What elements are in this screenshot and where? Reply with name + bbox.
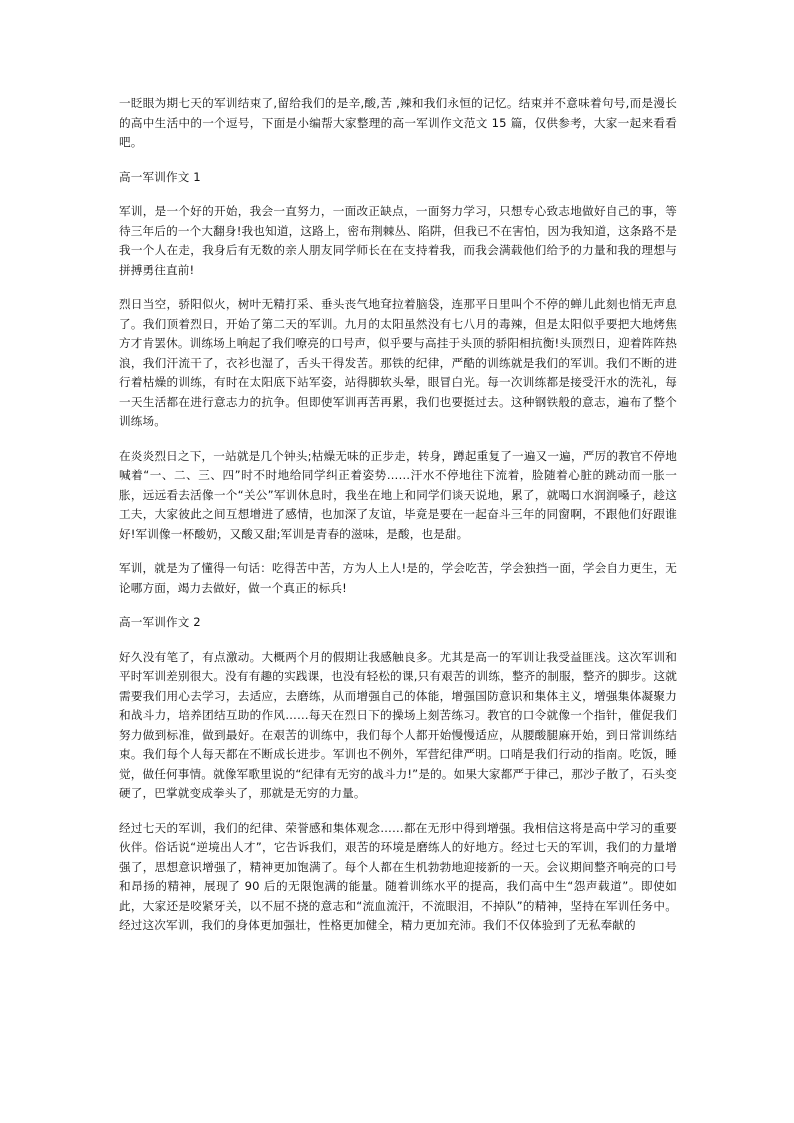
essay-2-title: 高一军训作文 2 xyxy=(119,615,201,629)
essay-2-paragraph-1: 好久没有笔了，有点激动。大概两个月的假期让我感触良多。尤其是高一的军训让我受益匪浅。这次军训和平时军训差别很大。没有有趣的实践课，也没有轻松的课,只有艰苦的训练，整齐的制服，整齐的脚步。这就需要我们用心去学习，去适应，去磨练，从而增强自己的体能，增强国防意识和集体主义，增强集体凝聚力和战斗力，培养团结互助的作风……每天在烈日下的操场上刻苦练习。教官的口令就像一个指针，催促我们努力做到标准，做到最好。在艰苦的训练中，我们每个人都开始慢慢适应，从腰酸腿麻开始，到日常训练结束。我们每个人每天都在不断成长进步。军训也不例外，军营纪律严明。口哨是我们行动的指南。吃饭，睡觉，做任何事情。就像军歌里说的“纪律有无穷的战斗力!”是的。如果大家都严于律己，那沙子散了，石头变硬了，巴掌就变成拳头了，那就是无穷的力量。 xyxy=(119,649,677,800)
intro-paragraph: 一眨眼为期七天的军训结束了,留给我们的是辛,酸,苦 ,辣和我们永恒的记忆。结束并不意味着句号,而是漫长的高中生活中的一个逗号，下面是小编帮大家整理的高一军训作文范文 15 篇，仅供参考，大家一起来看看吧。 xyxy=(119,96,677,149)
essay-1-paragraph-3: 在炎炎烈日之下，一站就是几个钟头;枯燥无味的正步走，转身，蹲起重复了一遍又一遍，严厉的教官不停地喊着“一、二、三、四”时不时地给同学纠正着姿势……汗水不停地往下流着，脸随着心脏的跳动而一胀一胀，远远看去活像一个“关公”军训休息时，我坐在地上和同学们谈天说地，累了，就喝口水润润嗓子，趁这工夫，大家彼此之间互想增进了感情，也加深了友谊，毕竟是要在一起奋斗三年的同窗啊，不跟他们好跟谁好!军训像一杯酸奶，又酸又甜;军训是青春的滋味，是酸，也是甜。 xyxy=(119,448,677,541)
essay-1-title: 高一军训作文 1 xyxy=(119,169,201,184)
essay-2-paragraph-2: 经过七天的军训，我们的纪律、荣誉感和集体观念……都在无形中得到增强。我相信这将是高中学习的重要伙伴。俗话说“逆境出人才”，它告诉我们，艰苦的环境是磨练人的好地方。经过七天的军训，我们的力量增强了，思想意识增强了，精神更加饱满了。每个人都在生机勃勃地迎接新的一天。会议期间整齐响亮的口号和昂扬的精神，展现了 90 后的无限饱满的能量。随着训练水平的提高，我们高中生“怨声载道”。即使如此，大家还是咬紧牙关，以不屈不挠的意志和“流血流汗，不流眼泪，不掉队”的精神，坚持在军训任务中。经过这次军训，我们的身体更加强壮，性格更加健全，精力更加充沛。我们不仅体验到了无私奉献的 xyxy=(119,820,677,932)
essay-1-paragraph-1: 军训，是一个好的开始，我会一直努力，一面改正缺点，一面努力学习，只想专心致志地做好自己的事，等待三年后的一个大翻身!我也知道，这路上，密布荆棘丛、陷阱，但我已不在害怕，因为我知道，这条路不是我一个人在走，我身后有无数的亲人朋友同学师长在在支持着我，而我会满载他们给予的力量和我的理想与拼搏勇往直前! xyxy=(119,204,677,277)
document-page xyxy=(119,94,677,951)
essay-1-paragraph-4: 军训，就是为了懂得一句话：吃得苦中苦，方为人上人!是的，学会吃苦，学会独挡一面，学会自力更生，无论哪方面，竭力去做好，做一个真正的标兵! xyxy=(119,561,677,595)
essay-1-paragraph-2: 烈日当空，骄阳似火，树叶无精打采、垂头丧气地耷拉着脑袋，连那平日里叫个不停的蝉儿此刻也悄无声息了。我们顶着烈日，开始了第二天的军训。九月的太阳虽然没有七八月的毒辣，但是太阳似乎要把大地烤焦方才肯罢休。训练场上响起了我们嘹亮的口号声，似乎要与高挂于头顶的骄阳相抗衡!头顶烈日，迎着阵阵热浪，我们汗流干了，衣衫也湿了，舌头干得发苦。那铁的纪律，严酷的训练就是我们的军训。我们不断的进行着枯燥的训练，有时在太阳底下站军姿，站得脚软头晕，眼冒白光。每一次训练都是接受汗水的洗礼，每一天生活都在进行意志力的抗争。但即使军训再苦再累，我们也要挺过去。这种钢铁般的意志，遍布了整个训练场。 xyxy=(119,297,677,428)
